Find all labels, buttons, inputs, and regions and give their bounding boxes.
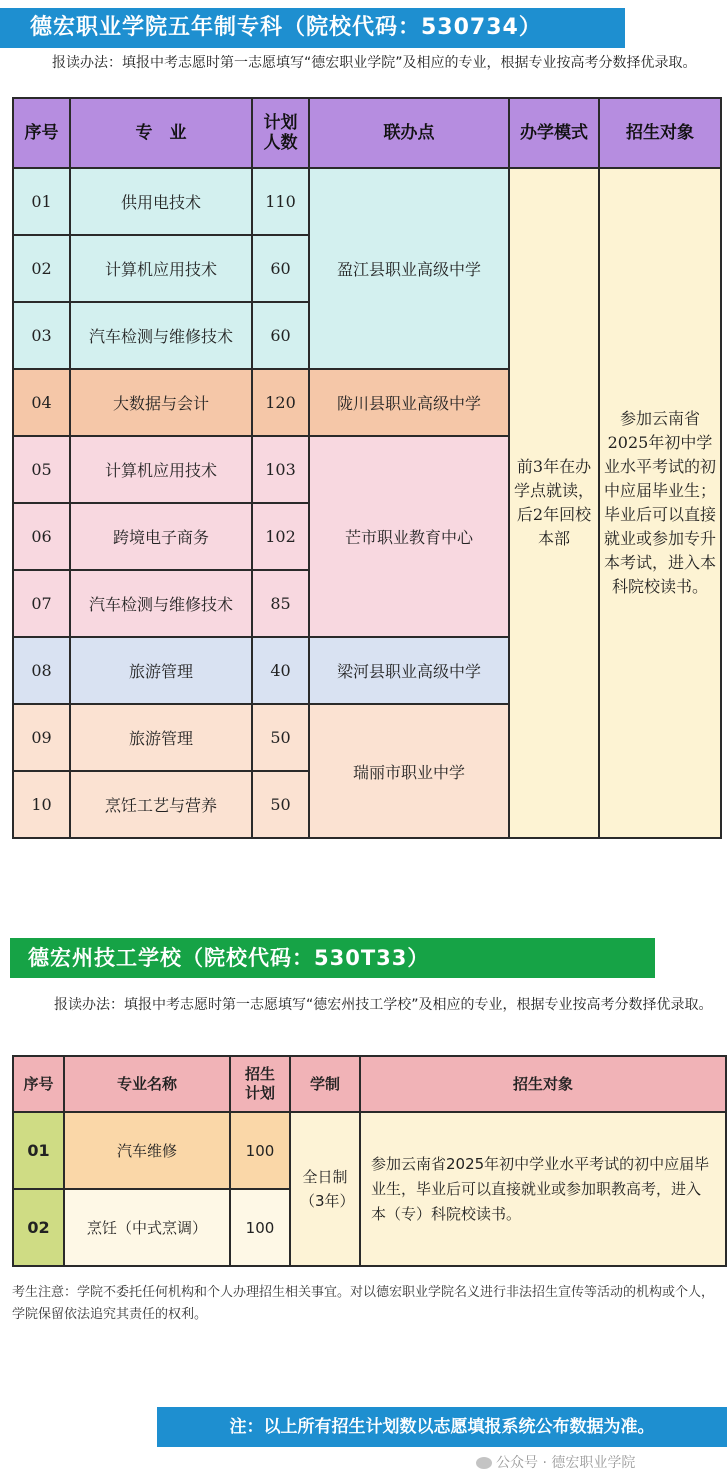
header-target: 招生对象 (599, 98, 721, 168)
site-cell: 盈江县职业高级中学 (309, 168, 509, 369)
row-plan: 40 (252, 637, 309, 704)
row-major: 大数据与会计 (70, 369, 252, 436)
header-mode: 办学模式 (509, 98, 599, 168)
system-cell: 全日制（3年） (290, 1112, 360, 1266)
table-technical-school (12, 1055, 727, 1267)
row-no: 10 (13, 771, 70, 838)
row-no: 05 (13, 436, 70, 503)
row-major: 旅游管理 (70, 704, 252, 771)
row-no: 01 (13, 1112, 64, 1189)
footer-notice: 注：以上所有招生计划数以志愿填报系统公布数据为准。 (157, 1407, 727, 1447)
table-row (13, 168, 721, 235)
row-major: 烹饪工艺与营养 (70, 771, 252, 838)
row-plan: 100 (230, 1189, 290, 1266)
header-system: 学制 (290, 1056, 360, 1112)
site-cell: 陇川县职业高级中学 (309, 369, 509, 436)
row-plan: 120 (252, 369, 309, 436)
target-cell: 参加云南省2025年初中学业水平考试的初中应届毕业生；毕业后可以直接就业或参加专升本考试，进入本科院校读书。 (599, 168, 721, 838)
section1-banner: 德宏职业学院五年制专科（院校代码：530734） (0, 8, 625, 48)
table-row (13, 1112, 726, 1189)
row-no: 03 (13, 302, 70, 369)
row-plan: 60 (252, 235, 309, 302)
section2-note: 报读办法：填报中考志愿时第一志愿填写“德宏州技工学校”及相应的专业，根据专业按高考分数择优录取。 (54, 997, 713, 1013)
row-no: 09 (13, 704, 70, 771)
header-major: 专业名称 (64, 1056, 230, 1112)
header-major: 专 业 (70, 98, 252, 168)
row-plan: 100 (230, 1112, 290, 1189)
row-no: 07 (13, 570, 70, 637)
site-cell: 梁河县职业高级中学 (309, 637, 509, 704)
row-plan: 85 (252, 570, 309, 637)
site-cell: 芒市职业教育中心 (309, 436, 509, 637)
row-no: 01 (13, 168, 70, 235)
wechat-icon (476, 1457, 492, 1469)
watermark (476, 1452, 635, 1472)
row-no: 06 (13, 503, 70, 570)
target-cell: 参加云南省2025年初中学业水平考试的初中应届毕业生，毕业后可以直接就业或参加职教高考，进入本（专）科院校读书。 (360, 1112, 726, 1266)
row-plan: 60 (252, 302, 309, 369)
row-plan: 103 (252, 436, 309, 503)
row-major: 跨境电子商务 (70, 503, 252, 570)
row-no: 02 (13, 235, 70, 302)
mode-cell: 前3年在办学点就读，后2年回校本部 (509, 168, 599, 838)
header-plan: 计划人数 (252, 98, 309, 168)
row-no: 04 (13, 369, 70, 436)
header-no: 序号 (13, 1056, 64, 1112)
site-cell: 瑞丽市职业中学 (309, 704, 509, 838)
row-no: 08 (13, 637, 70, 704)
table-header-row (13, 1056, 726, 1112)
row-plan: 110 (252, 168, 309, 235)
row-major: 汽车维修 (64, 1112, 230, 1189)
row-major: 汽车检测与维修技术 (70, 302, 252, 369)
section1-note: 报读办法：填报中考志愿时第一志愿填写“德宏职业学院”及相应的专业，根据专业按高考分数择优录取。 (52, 55, 697, 71)
row-no: 02 (13, 1189, 64, 1266)
row-major: 烹饪（中式烹调） (64, 1189, 230, 1266)
row-major: 供用电技术 (70, 168, 252, 235)
row-major: 旅游管理 (70, 637, 252, 704)
row-major: 计算机应用技术 (70, 436, 252, 503)
header-plan: 招生计划 (230, 1056, 290, 1112)
table-header-row (13, 98, 721, 168)
row-major: 汽车检测与维修技术 (70, 570, 252, 637)
row-plan: 102 (252, 503, 309, 570)
header-no: 序号 (13, 98, 70, 168)
row-plan: 50 (252, 771, 309, 838)
table-five-year (12, 97, 722, 839)
watermark-text: 公众号 · 德宏职业学院 (496, 1455, 636, 1471)
section2-banner: 德宏州技工学校（院校代码：530T33） (10, 938, 655, 978)
row-plan: 50 (252, 704, 309, 771)
header-target: 招生对象 (360, 1056, 726, 1112)
header-site: 联办点 (309, 98, 509, 168)
row-major: 计算机应用技术 (70, 235, 252, 302)
disclaimer-text: 考生注意：学院不委托任何机构和个人办理招生相关事宜。对以德宏职业学院名义进行非法招生宣传等活动的机构或个人，学院保留依法追究其责任的权利。 (12, 1285, 715, 1322)
